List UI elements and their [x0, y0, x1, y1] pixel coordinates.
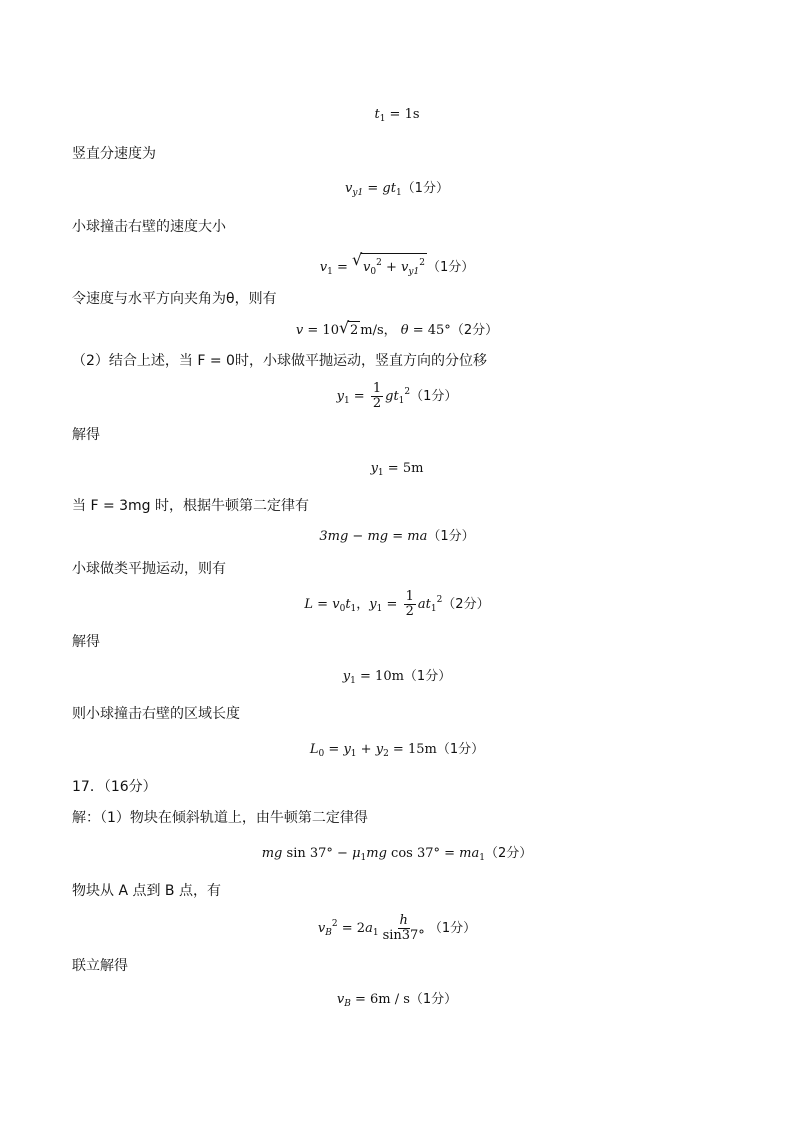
- text-f-3mg: 当 F = 3mg 时，根据牛顿第二定律有: [72, 498, 310, 514]
- equation-incline: mg $\sin 37^\circ - \mu_1mg$ $\cos 37^\circ = ma_1(2$分）: [261, 846, 533, 863]
- text-solve-1: 解得: [72, 427, 100, 443]
- equation-y1-10m: $y_1 = 10m(1$分）: [342, 669, 452, 686]
- equation-v1: $v_1$ = √ $v_0^2 + v_{y1}^2$ （1分）: [0, 253, 794, 281]
- sqrt-symbol: √ $v_0^2 + v_{y1}^2$: [352, 253, 427, 281]
- equation-y1-result: $y_1 = 5m$: [370, 461, 424, 478]
- text-q17-part1: 解：（1）物块在倾斜轨道上，由牛顿第二定律得: [72, 810, 368, 826]
- text-vertical-velocity: 竖直分速度为: [72, 146, 156, 162]
- text-angle: 令速度与水平方向夹角为θ，则有: [72, 291, 277, 307]
- fraction: $\frac{1}{2}$: [405, 589, 414, 619]
- equation-v-theta: v = 10 √ 2 m/s， θ = 45°（2分）: [295, 318, 499, 338]
- fraction: $\frac{h}{\sin 37^\circ}$: [382, 913, 425, 943]
- text-part2: （2）结合上述，当 F = 0时，小球做平抛运动，竖直方向的分位移: [72, 353, 487, 369]
- fraction: $\frac{1}{2}$: [372, 381, 382, 411]
- equation-t1: $t_1 = 1s$: [374, 107, 420, 124]
- text-combine: 联立解得: [72, 958, 128, 974]
- equation-y1: $y_1$ = $\frac{1}{2}$ $gt_1^2(1$分）: [336, 381, 458, 411]
- equation-L-y1: $L = v_0t_1$，$y_1$ = $\frac{1}{2}$ $at_1^2(2$分）: [304, 589, 490, 619]
- sqrt-symbol: √ 2: [338, 318, 359, 338]
- text-class-projectile: 小球做类平抛运动，则有: [72, 561, 226, 577]
- equation-vB-squared: $v_B^2 = 2a_1$ $\frac{h}{\sin 37^\circ}$ （1分）: [317, 913, 477, 943]
- question-17-header: 17．（16分）: [72, 779, 157, 795]
- equation-vB-result: $v_B = 6m / s(1$分）: [336, 992, 458, 1009]
- text-solve-2: 解得: [72, 634, 100, 650]
- equation-vy1: $v_{y1} = gt_1(1$分）: [345, 181, 449, 198]
- text-a-to-b: 物块从 A 点到 B 点，有: [72, 883, 221, 899]
- equation-newton: 3mg − mg = ma（1分）: [319, 529, 475, 544]
- text-impact-speed: 小球撞击右壁的速度大小: [72, 219, 226, 235]
- text-region-length: 则小球撞击右壁的区域长度: [72, 706, 240, 722]
- equation-L0: $L_0 = y_1 + y_2 = 15m(1$分）: [309, 742, 485, 759]
